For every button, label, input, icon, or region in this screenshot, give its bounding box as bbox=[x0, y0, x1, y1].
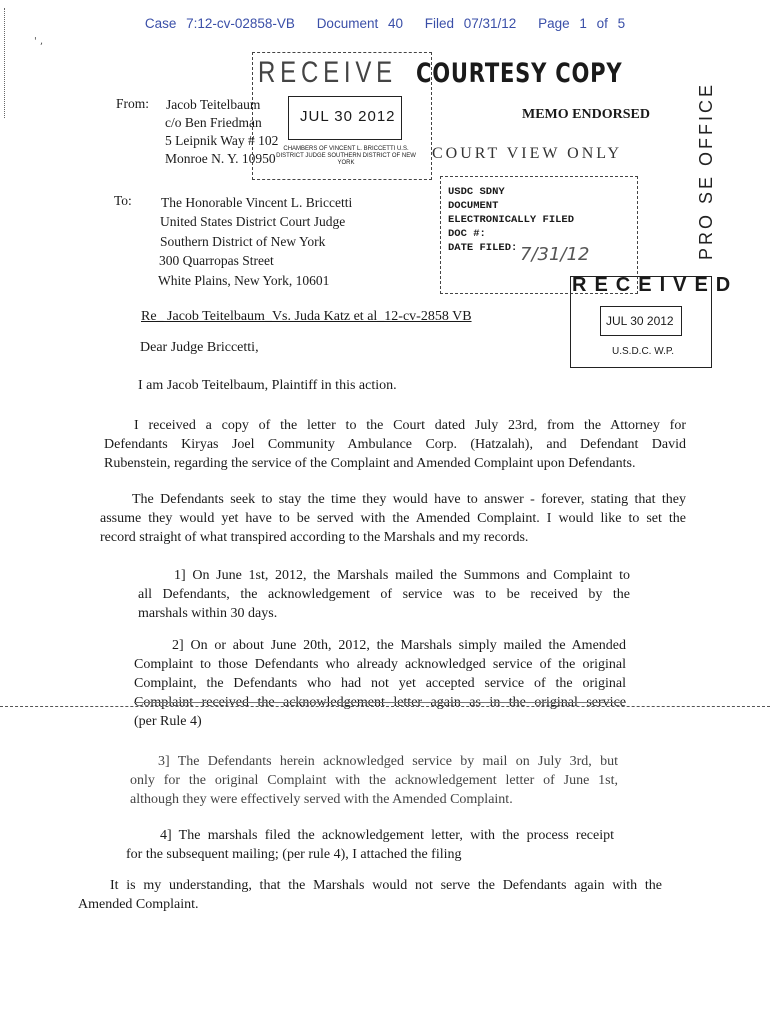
paragraph-line: only for the original Complaint with the acknowledgement letter of June 1st, bbox=[130, 773, 618, 788]
usdc-line: ELECTRONICALLY FILED bbox=[448, 214, 575, 226]
from-line: Jacob Teitelbaum bbox=[166, 97, 261, 112]
re-line: Re_ Jacob Teitelbaum_Vs. Juda Katz et al_12-cv-2858 VB bbox=[141, 309, 472, 324]
paragraph-line: Amended Complaint. bbox=[78, 897, 199, 912]
paragraph-line: 1] On June 1st, 2012, the Marshals mailed the Summons and Complaint to bbox=[174, 568, 630, 583]
to-line: United States District Court Judge bbox=[160, 214, 346, 229]
to-line: The Honorable Vincent L. Briccetti bbox=[161, 195, 353, 210]
paragraph-line: all Defendants, the acknowledgement of service was to be received by the bbox=[138, 587, 630, 602]
paragraph-line: (per Rule 4) bbox=[134, 714, 202, 729]
paragraph-line: It is my understanding, that the Marshals would not serve the Defendants again with the bbox=[110, 878, 662, 893]
filed-date: Filed 07/31/12 bbox=[424, 16, 517, 31]
to-line: White Plains, New York, 10601 bbox=[158, 273, 330, 288]
to-line: 300 Quarropas Street bbox=[159, 253, 274, 268]
paragraph-4 bbox=[134, 636, 626, 731]
paragraph-line: Defendants Kiryas Joel Community Ambulance Corp. (Hatzalah), and Defendant David bbox=[104, 437, 686, 452]
paragraph-line: 4] The marshals filed the acknowledgement letter, with the process receipt bbox=[160, 828, 614, 843]
paragraph-2 bbox=[100, 490, 686, 547]
from-line: 5 Leipnik Way # 102 bbox=[165, 133, 279, 148]
received-stamp-big-date: JUL 30 2012 bbox=[606, 314, 674, 328]
court-view-only-stamp: COURT VIEW ONLY bbox=[432, 145, 622, 162]
usdc-line: DOC #: bbox=[448, 228, 486, 240]
received-stamp-big-title: RECEIVED bbox=[572, 274, 739, 296]
paragraph-line: marshals within 30 days. bbox=[138, 606, 278, 621]
pro-se-office-stamp: PRO SE OFFICE bbox=[696, 81, 716, 260]
scan-speck: ' , bbox=[34, 36, 44, 47]
paragraph-line: Complaint, the Defendants who had not yet accepted service of the original bbox=[134, 676, 626, 691]
courtesy-copy-stamp: COURTESY COPY bbox=[416, 58, 623, 89]
paragraph-line: Complaint to those Defendants who already acknowledged service of the original bbox=[134, 657, 626, 672]
paragraph-line: Rubenstein, regarding the service of the Complaint and Amended Complaint upon Defendants. bbox=[104, 456, 636, 471]
memo-endorsed-stamp: MEMO ENDORSED bbox=[522, 107, 650, 122]
paragraph-5 bbox=[130, 752, 618, 809]
from-label: From: bbox=[116, 96, 150, 111]
usdc-line: USDC SDNY bbox=[448, 186, 505, 198]
received-stamp-top-date: JUL 30 2012 bbox=[300, 108, 396, 125]
salutation: Dear Judge Briccetti, bbox=[140, 340, 259, 355]
scan-margin-marks bbox=[4, 8, 7, 118]
case-number: Case 7:12-cv-02858-VB bbox=[144, 16, 295, 31]
to-line: Southern District of New York bbox=[160, 234, 326, 249]
from-line: c/o Ben Friedman bbox=[165, 115, 262, 130]
usdc-line: DOCUMENT bbox=[448, 200, 499, 212]
paragraph-1 bbox=[104, 416, 686, 473]
paragraph-line: for the subsequent mailing; (per rule 4), I attached the filing bbox=[126, 847, 462, 862]
paragraph-line: Complaint received the acknowledgement letter again as in the original service bbox=[134, 695, 626, 710]
ecf-header bbox=[0, 16, 770, 31]
from-line: Monroe N. Y. 10950 bbox=[165, 151, 276, 166]
usdc-line: DATE FILED: bbox=[448, 242, 518, 254]
intro-line: I am Jacob Teitelbaum, Plaintiff in this action. bbox=[138, 378, 397, 393]
paragraph-3 bbox=[138, 566, 630, 623]
page-number: Page 1 of 5 bbox=[538, 16, 626, 31]
paragraph-7 bbox=[78, 876, 662, 914]
paragraph-line: I received a copy of the letter to the Court dated July 23rd, from the Attorney for bbox=[134, 418, 686, 433]
paragraph-line: 2] On or about June 20th, 2012, the Marshals simply mailed the Amended bbox=[172, 638, 626, 653]
paragraph-6 bbox=[126, 826, 614, 864]
paragraph-line: The Defendants seek to stay the time they would have to answer - forever, stating that they bbox=[132, 492, 686, 507]
document-number: Document 40 bbox=[316, 16, 403, 31]
to-label: To: bbox=[114, 193, 132, 208]
paragraph-line: record straight of what transpired according to the Marshals and my records. bbox=[100, 530, 529, 545]
paragraph-line: although they were effectively served with the Amended Complaint. bbox=[130, 792, 513, 807]
received-stamp-big-office: U.S.D.C. W.P. bbox=[612, 346, 675, 357]
paragraph-line: assume they would yet have to be served with the Amended Complaint. I would like to set the bbox=[100, 511, 686, 526]
paragraph-line: 3] The Defendants herein acknowledged service by mail on July 3rd, but bbox=[158, 754, 618, 769]
received-stamp-top-chambers: CHAMBERS OF VINCENT L. BRICCETTI U.S. DISTRICT JUDGE SOUTHERN DISTRICT OF NEW YORK bbox=[276, 146, 416, 166]
received-stamp-top-title: RECEIVE bbox=[258, 56, 397, 89]
usdc-date-handwritten: 7/31/12 bbox=[520, 244, 590, 265]
fold-line bbox=[0, 706, 770, 707]
